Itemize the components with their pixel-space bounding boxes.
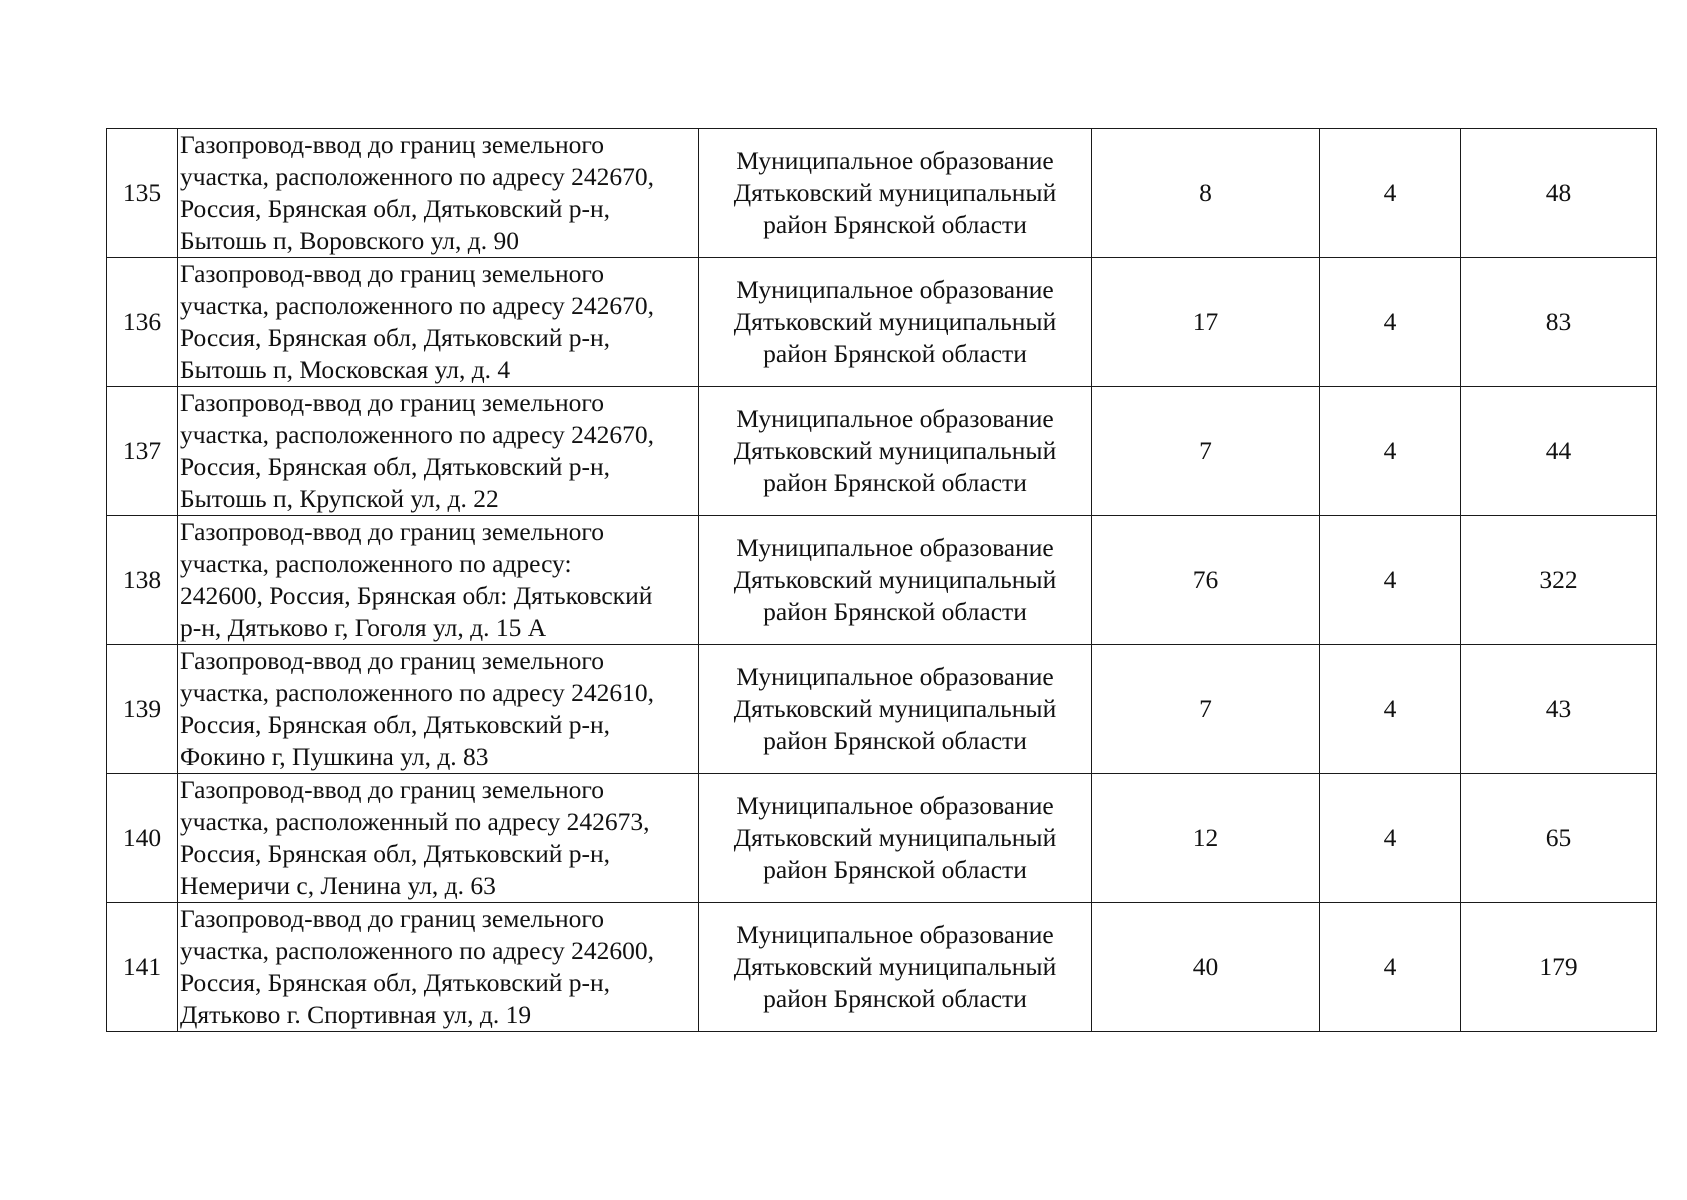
owner-line: Муниципальное образование xyxy=(736,920,1054,949)
value-cell-c: 322 xyxy=(1461,516,1657,645)
description-line: Россия, Брянская обл, Дятьковский р-н, xyxy=(180,710,611,739)
table-row xyxy=(107,774,1657,903)
row-number: 135 xyxy=(107,129,178,258)
table-row xyxy=(107,903,1657,1032)
description-line: Немеричи с, Ленина ул, д. 63 xyxy=(180,871,496,900)
owner-line: район Брянской области xyxy=(763,984,1027,1013)
description-line: Газопровод-ввод до границ земельного xyxy=(180,517,604,546)
description-line: р-н, Дятьково г, Гоголя ул, д. 15 А xyxy=(180,613,547,642)
description-line: Бытошь п, Крупской ул, д. 22 xyxy=(180,484,499,513)
table-row xyxy=(107,645,1657,774)
owner-line: Дятьковский муниципальный xyxy=(733,565,1057,594)
owner-line: Муниципальное образование xyxy=(736,791,1054,820)
object-description xyxy=(178,516,699,645)
row-number: 136 xyxy=(107,258,178,387)
value-cell-c: 48 xyxy=(1461,129,1657,258)
value-cell-a: 8 xyxy=(1092,129,1320,258)
owner-line: Дятьковский муниципальный xyxy=(733,952,1057,981)
description-line: Газопровод-ввод до границ земельного xyxy=(180,646,604,675)
description-line: Россия, Брянская обл, Дятьковский р-н, xyxy=(180,323,611,352)
value-cell-a: 17 xyxy=(1092,258,1320,387)
description-line: участка, расположенного по адресу: xyxy=(180,549,572,578)
owner-line: район Брянской области xyxy=(763,597,1027,626)
description-line: участка, расположенного по адресу 242670, xyxy=(180,162,655,191)
description-line: Бытошь п, Московская ул, д. 4 xyxy=(180,355,511,384)
owner xyxy=(699,258,1092,387)
object-description xyxy=(178,774,699,903)
owner xyxy=(699,774,1092,903)
value-cell-b: 4 xyxy=(1320,903,1461,1032)
value-cell-b: 4 xyxy=(1320,387,1461,516)
owner xyxy=(699,645,1092,774)
description-line: Дятьково г. Спортивная ул, д. 19 xyxy=(180,1000,532,1029)
owner-line: Муниципальное образование xyxy=(736,533,1054,562)
description-line: Газопровод-ввод до границ земельного xyxy=(180,259,604,288)
value-cell-b: 4 xyxy=(1320,258,1461,387)
property-registry-table xyxy=(106,128,1657,1032)
table-row xyxy=(107,516,1657,645)
description-line: участка, расположенного по адресу 242600, xyxy=(180,936,655,965)
value-cell-a: 12 xyxy=(1092,774,1320,903)
description-line: Газопровод-ввод до границ земельного xyxy=(180,775,604,804)
table-row xyxy=(107,258,1657,387)
owner-line: Муниципальное образование xyxy=(736,275,1054,304)
owner-line: Муниципальное образование xyxy=(736,662,1054,691)
table-row xyxy=(107,129,1657,258)
description-line: Россия, Брянская обл, Дятьковский р-н, xyxy=(180,968,611,997)
object-description xyxy=(178,903,699,1032)
owner-line: Дятьковский муниципальный xyxy=(733,823,1057,852)
object-description xyxy=(178,645,699,774)
description-line: участка, расположенный по адресу 242673, xyxy=(180,807,650,836)
owner-line: район Брянской области xyxy=(763,726,1027,755)
owner-line: район Брянской области xyxy=(763,339,1027,368)
value-cell-c: 44 xyxy=(1461,387,1657,516)
owner xyxy=(699,903,1092,1032)
value-cell-a: 76 xyxy=(1092,516,1320,645)
description-line: Россия, Брянская обл, Дятьковский р-н, xyxy=(180,452,611,481)
value-cell-c: 83 xyxy=(1461,258,1657,387)
object-description xyxy=(178,387,699,516)
owner xyxy=(699,387,1092,516)
object-description xyxy=(178,258,699,387)
object-description xyxy=(178,129,699,258)
value-cell-c: 179 xyxy=(1461,903,1657,1032)
value-cell-a: 7 xyxy=(1092,645,1320,774)
owner-line: район Брянской области xyxy=(763,855,1027,884)
value-cell-b: 4 xyxy=(1320,645,1461,774)
description-line: участка, расположенного по адресу 242610, xyxy=(180,678,655,707)
row-number: 141 xyxy=(107,903,178,1032)
value-cell-b: 4 xyxy=(1320,129,1461,258)
value-cell-b: 4 xyxy=(1320,774,1461,903)
value-cell-c: 43 xyxy=(1461,645,1657,774)
description-line: Россия, Брянская обл, Дятьковский р-н, xyxy=(180,194,611,223)
description-line: участка, расположенного по адресу 242670, xyxy=(180,420,655,449)
row-number: 138 xyxy=(107,516,178,645)
description-line: Газопровод-ввод до границ земельного xyxy=(180,130,604,159)
owner xyxy=(699,516,1092,645)
owner-line: район Брянской области xyxy=(763,468,1027,497)
description-line: Бытошь п, Воровского ул, д. 90 xyxy=(180,226,519,255)
table-row xyxy=(107,387,1657,516)
owner-line: Муниципальное образование xyxy=(736,146,1054,175)
owner-line: Дятьковский муниципальный xyxy=(733,307,1057,336)
owner-line: Муниципальное образование xyxy=(736,404,1054,433)
row-number: 139 xyxy=(107,645,178,774)
description-line: Россия, Брянская обл, Дятьковский р-н, xyxy=(180,839,611,868)
description-line: Газопровод-ввод до границ земельного xyxy=(180,904,604,933)
owner-line: район Брянской области xyxy=(763,210,1027,239)
description-line: Газопровод-ввод до границ земельного xyxy=(180,388,604,417)
owner-line: Дятьковский муниципальный xyxy=(733,694,1057,723)
description-line: участка, расположенного по адресу 242670, xyxy=(180,291,655,320)
value-cell-a: 40 xyxy=(1092,903,1320,1032)
owner-line: Дятьковский муниципальный xyxy=(733,436,1057,465)
owner xyxy=(699,129,1092,258)
value-cell-c: 65 xyxy=(1461,774,1657,903)
row-number: 140 xyxy=(107,774,178,903)
owner-line: Дятьковский муниципальный xyxy=(733,178,1057,207)
description-line: Фокино г, Пушкина ул, д. 83 xyxy=(180,742,489,771)
row-number: 137 xyxy=(107,387,178,516)
description-line: 242600, Россия, Брянская обл: Дятьковский xyxy=(180,581,653,610)
value-cell-b: 4 xyxy=(1320,516,1461,645)
value-cell-a: 7 xyxy=(1092,387,1320,516)
